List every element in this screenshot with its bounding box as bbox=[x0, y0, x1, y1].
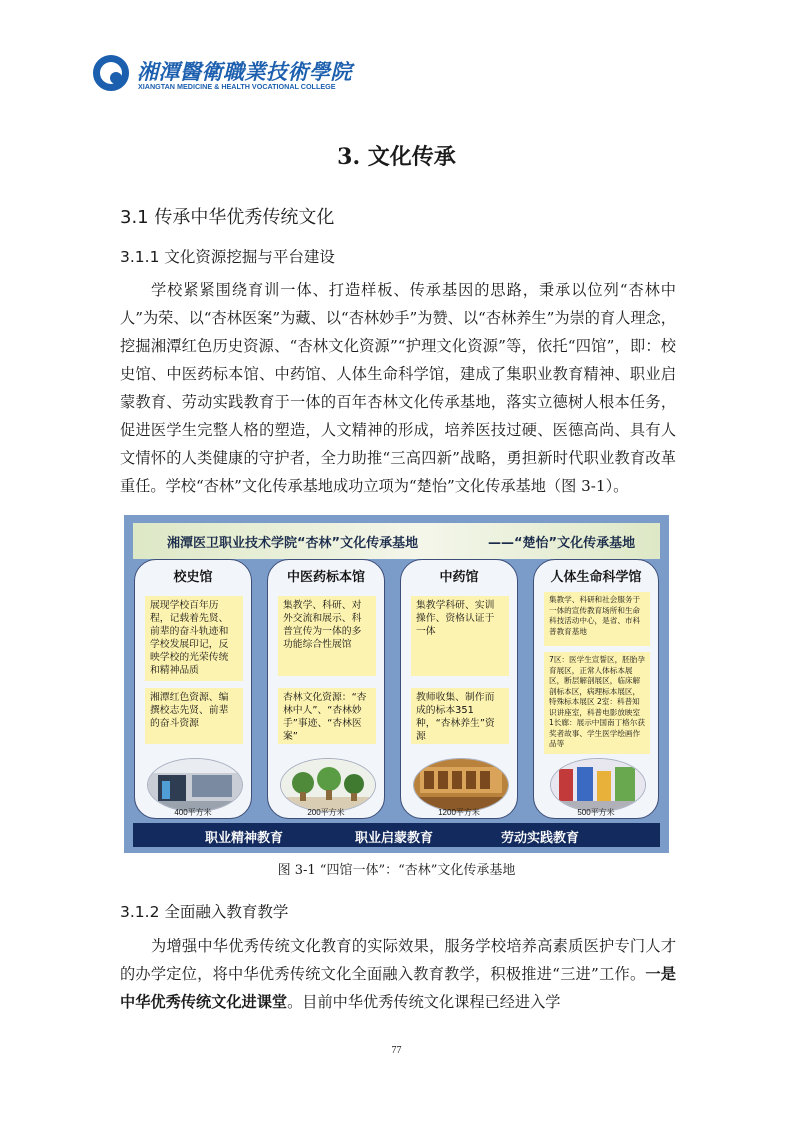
hall-school-history bbox=[134, 559, 252, 819]
body-paragraph-1: 学校紧紧围绕育训一体、打造样板、传承基因的思路，秉承以位列“杏林中人”为荣、以“杏林医案”为藏、以“杏林妙手”为赞、以“杏林养生”为崇的育人理念，挖掘湘潭红色历史资源、“杏林文化资源”“护理文化资源”等，依托“四馆”，即：校史馆、中医药标本馆、中药馆、人体生命科学馆，建成了集职业教育精神、职业启蒙教育、劳动实践教育于一体的百年杏林文化传承基地，落实立德树人根本任务，促进医学生完整人格的塑造，人文精神的形成，培养医技过硬、医德高尚、具有人文情怀的人类健康的守护者，全力助推“三高四新”战略，勇担新时代职业教育改革重任。学校“杏林”文化传承基地成功立项为“楚怡”文化传承基地（图 3-1）。 bbox=[120, 281, 676, 495]
hall-title: 校史馆 bbox=[173, 570, 213, 585]
hall-photo bbox=[550, 758, 646, 812]
banner-title: 湘潭医卫职业技术学院“杏林”文化传承基地 bbox=[167, 536, 419, 551]
hall-tcm-specimen bbox=[267, 559, 385, 819]
hall-description: 集教学、科研和社会服务于一体的宣传教育场所和生命科技活动中心，是省、市科普教育基地 bbox=[544, 592, 650, 646]
hall-area: 200平方米 bbox=[307, 808, 345, 817]
hall-resources: 教师收集、制作而成的标本351种，“杏林养生”资源 bbox=[411, 688, 509, 744]
hall-title: 人体生命科学馆 bbox=[550, 570, 642, 585]
chapter-title: 3. 文化传承 bbox=[337, 144, 456, 170]
hall-chinese-medicine bbox=[400, 559, 518, 819]
hall-area: 500平方米 bbox=[577, 808, 615, 817]
subsection-heading-1: 3.1.1 文化资源挖掘与平台建设 bbox=[120, 248, 335, 266]
body-paragraph-2: 为增强中华优秀传统文化教育的实际效果，服务学校培养高素质医护专门人才的办学定位，将中华优秀传统文化全面融入教育教学，积极推进“三进”工作。一是中华优秀传统文化进课堂。目前中华优秀传统文化课程已经进入学 bbox=[120, 937, 676, 1011]
hall-resources: 湘潭红色资源、编撰校志先贤、前辈的奋斗资源 bbox=[145, 688, 243, 744]
college-seal-icon bbox=[93, 55, 129, 91]
hall-description: 展现学校百年历程，记载着先贤、前辈的奋斗轨迹和学校发展印记，反映学校的光荣传统和精神品质 bbox=[145, 596, 243, 681]
figure-caption: 图 3-1 “四馆一体”：“杏林”文化传承基地 bbox=[277, 863, 516, 878]
hall-area: 1200平方米 bbox=[438, 808, 480, 817]
college-name-en: XIANGTAN MEDICINE & HEALTH VOCATIONAL COLLEGE bbox=[138, 82, 336, 91]
figure-footer-bar bbox=[133, 823, 660, 847]
hall-life-science bbox=[533, 559, 659, 819]
college-logo bbox=[93, 55, 352, 95]
banner-subtitle: ——“楚怡”文化传承基地 bbox=[488, 536, 636, 551]
figure-culture-base bbox=[124, 515, 669, 853]
hall-photo bbox=[413, 758, 509, 812]
hall-photo bbox=[280, 758, 376, 812]
emphasis-text: 一是中华优秀传统文化进课堂 bbox=[120, 965, 676, 1011]
page-number: 77 bbox=[391, 1045, 402, 1056]
subsection-heading-2: 3.1.2 全面融入教育教学 bbox=[120, 903, 289, 921]
college-name-cn: 湘潭醫衛職業技術學院 bbox=[137, 59, 352, 84]
hall-resources: 杏林文化资源：“杏林中人”、“杏林妙手”事迹、“杏林医案” bbox=[278, 688, 376, 744]
section-heading: 3.1 传承中华优秀传统文化 bbox=[120, 207, 335, 228]
hall-area: 400平方米 bbox=[174, 808, 212, 817]
hall-description: 集教学、科研、对外交流和展示、科普宣传为一体的多功能综合性展馆 bbox=[278, 596, 376, 676]
figure-banner bbox=[133, 523, 660, 559]
hall-photo bbox=[147, 758, 243, 812]
hall-title: 中医药标本馆 bbox=[286, 570, 365, 585]
hall-description: 集教学科研、实训操作、资格认证于一体 bbox=[411, 596, 509, 676]
footer-item: 职业精神教育 bbox=[205, 831, 284, 846]
hall-resources: 7区：医学生宣誓区，胚胎孕育展区，正常人体标本展区，断层解剖展区，临床解剖标本区，病理标本展区，特殊标本展区 2室：科普知识讲座室，科普电影放映室 1长廊：展示中国南丁格尔获奖者故事、学生医学绘画作品等 bbox=[544, 652, 650, 754]
footer-item: 劳动实践教育 bbox=[501, 831, 580, 846]
footer-item: 职业启蒙教育 bbox=[355, 831, 434, 846]
hall-title: 中药馆 bbox=[439, 570, 479, 585]
